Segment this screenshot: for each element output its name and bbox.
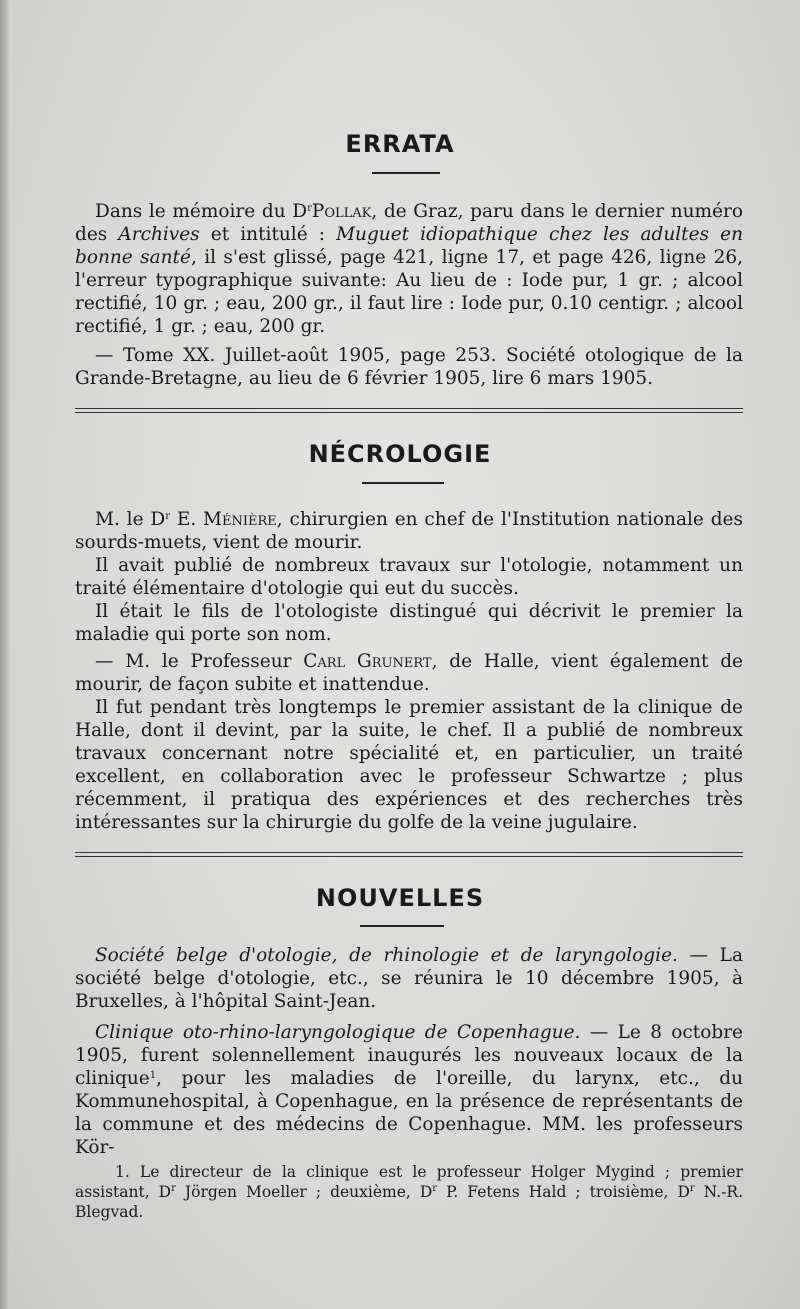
footnote-text: 1. Le directeur de la clinique est le professeur Holger Mygind ; premier assistant, $D^r$ Jörgen Moeller ; deuxième, $D^r$ P. Fetens Hald ; troisième, $D^r$ N.-R. Blegvad. — [75, 1163, 744, 1221]
nouvelles-section — [75, 944, 743, 1159]
necrologie-paragraph-2: Il avait publié de nombreux travaux sur l'otologie, notamment un traité élémentaire d'otologie qui eut du succès. — [75, 555, 743, 599]
necrologie-paragraph-1: M. le $D^r$ E. Ménière, chirurgien en chef de l'Institution nationale des sourds-muets, vient de mourir. — [75, 509, 743, 553]
necrologie-section — [75, 508, 743, 834]
errata-section — [75, 200, 743, 390]
necrologie-title-rule — [362, 482, 444, 484]
necrologie-paragraph-5: Il fut pendant très longtemps le premier assistant de la clinique de Halle, dont il devint, par la suite, le chef. Il a publié de nombreux travaux concernant notre spécialité et, en particulier, un traité excellent, en collaboration avec le professeur Schwartze ; plus récemment, il pratiqua des expériences et des recherches très intéressantes sur la chirurgie du golfe de la veine jugulaire. — [75, 697, 743, 833]
section-divider-2 — [75, 852, 743, 857]
errata-title-rule — [372, 172, 440, 174]
nouvelles-paragraph-2: Clinique oto-rhino-laryngologique de Copenhague. — Le 8 octobre 1905, furent solennellement inaugurés les nouveaux locaux de la clinique$^1$, pour les maladies de l'oreille, du larynx, etc., du Kommunehospital, à Copenhague, en la présence de représentants de la commune et des médecins de Copenhague. MM. les professeurs Kör- — [75, 1022, 743, 1158]
necrologie-heading: NÉCROLOGIE — [308, 440, 492, 468]
section-divider-1 — [75, 408, 743, 413]
errata-paragraph-1: Dans le mémoire du $D^rPollak$, de Graz, paru dans le dernier numéro des Archives et intitulé : Muguet idiopathique chez les adultes en bonne santé, il s'est glissé, page 421, ligne 17, et page 426, ligne 26, l'erreur typographique suivante: Au lieu de : Iode pur, 1 gr. ; alcool rectifié, 10 gr. ; eau, 200 gr., il faut lire : Iode pur, 0.10 centigr. ; alcool rectifié, 1 gr. ; eau, 200 gr. — [75, 201, 743, 337]
necrologie-paragraph-3: Il était le fils de l'otologiste distingué qui décrivit le premier la maladie qui porte son nom. — [75, 601, 743, 645]
nouvelles-paragraph-1: Société belge d'otologie, de rhinologie et de laryngologie. — La société belge d'otologie, etc., se réunira le 10 décembre 1905, à Bruxelles, à l'hôpital Saint-Jean. — [75, 945, 743, 1012]
page-edge-shadow — [0, 0, 10, 1309]
nouvelles-title-rule — [360, 925, 444, 927]
errata-heading: ERRATA — [345, 130, 455, 158]
necrologie-paragraph-4: — M. le Professeur Carl Grunert, de Halle, vient également de mourir, de façon subite et inattendue. — [75, 651, 743, 695]
footnote — [75, 1162, 743, 1222]
nouvelles-heading: NOUVELLES — [315, 884, 485, 912]
errata-paragraph-2: — Tome XX. Juillet-août 1905, page 253. Société otologique de la Grande-Bretagne, au lieu de 6 février 1905, lire 6 mars 1905. — [75, 345, 743, 389]
